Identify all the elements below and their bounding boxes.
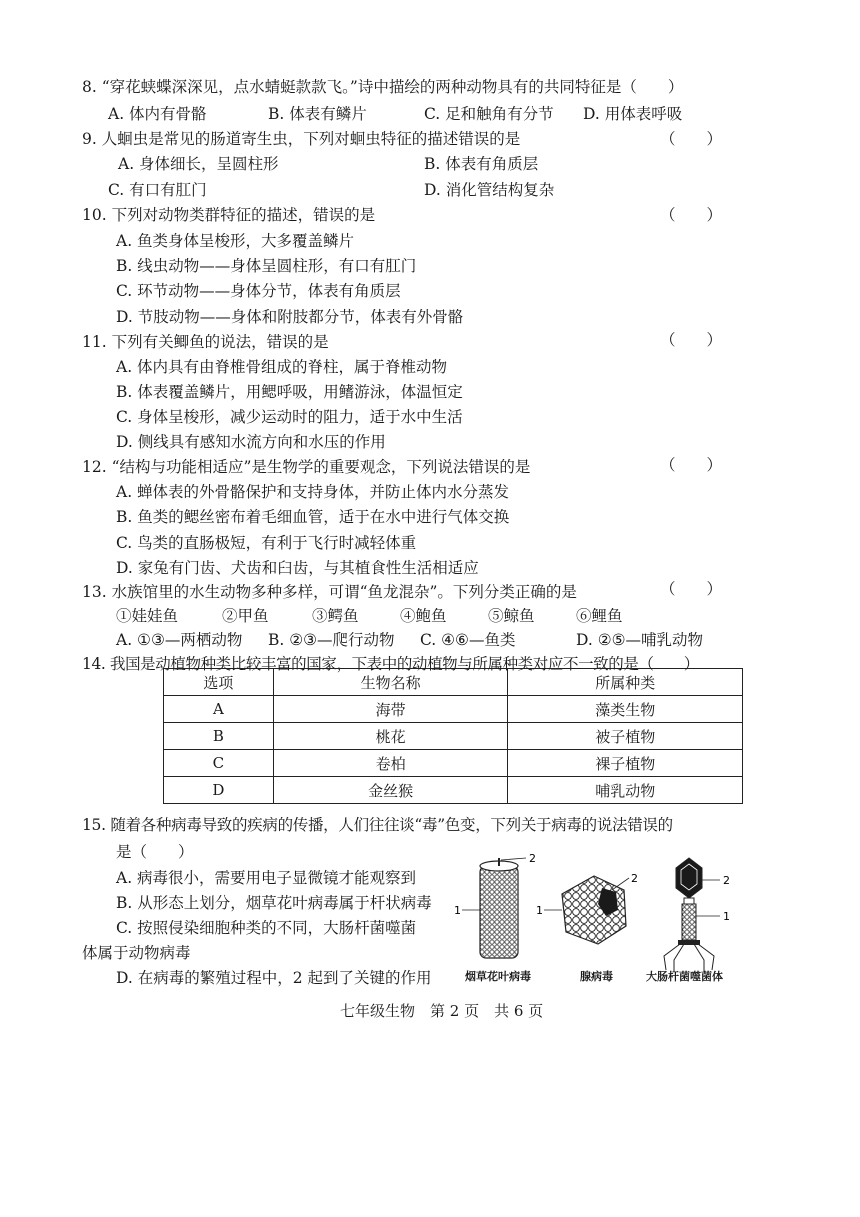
q8-option-a: A. 体内有骨骼 <box>108 105 207 123</box>
q11-option-c: C. 身体呈梭形，减少运动时的阻力，适于水中生活 <box>116 408 463 426</box>
q12-option-c: C. 鸟类的直肠极短，有利于飞行时减轻体重 <box>116 534 417 552</box>
q11-stem: 11. 下列有关鲫鱼的说法，错误的是 <box>82 333 329 351</box>
q13-item-4: ④鲍鱼 <box>400 607 447 625</box>
table-cell: 哺乳动物 <box>508 777 743 804</box>
figure-number-2: 2 <box>723 874 730 887</box>
q15-stem: 15. 随着各种病毒导致的疾病的传播，人们往往谈“毒”色变，下列关于病毒的说法错误的 <box>82 816 673 834</box>
q15-option-c: C. 按照侵染细胞种类的不同，大肠杆菌噬菌 <box>116 919 417 937</box>
q15-option-a: A. 病毒很小，需要用电子显微镜才能观察到 <box>116 869 417 887</box>
figure-number-1: 1 <box>723 910 730 923</box>
q10-answer-bracket: （ ） <box>660 206 723 224</box>
virus-figure <box>452 852 742 982</box>
q10-option-b: B. 线虫动物——身体呈圆柱形，有口有肛门 <box>116 257 417 275</box>
figure-number-2: 2 <box>529 852 536 865</box>
q9-stem: 9. 人蛔虫是常见的肠道寄生虫，下列对蛔虫特征的描述错误的是 <box>82 130 521 148</box>
q11-answer-bracket: （ ） <box>660 331 723 349</box>
figure-label-adenovirus: 腺病毒 <box>580 970 613 983</box>
table-row <box>164 723 743 750</box>
q13-stem: 13. 水族馆里的水生动物多种多样，可谓“鱼龙混杂”。下列分类正确的是 <box>82 583 577 601</box>
table-cell: 金丝猴 <box>273 777 508 804</box>
figure-label-tobacco-mosaic-virus: 烟草花叶病毒 <box>465 970 531 983</box>
q13-item-6: ⑥鲤鱼 <box>576 607 623 625</box>
table-cell: C <box>164 750 274 777</box>
table-cell: 海带 <box>273 696 508 723</box>
table-cell: D <box>164 777 274 804</box>
q13-item-3: ③鳄鱼 <box>312 607 359 625</box>
q13-option-b: B. ②③—爬行动物 <box>268 631 395 649</box>
q9-option-d: D. 消化管结构复杂 <box>424 181 555 199</box>
table-header: 选项 <box>164 669 274 696</box>
q10-option-d: D. 节肢动物——身体和附肢都分节，体表有外骨骼 <box>116 308 464 326</box>
table-cell: A <box>164 696 274 723</box>
page-footer: 七年级生物 第 2 页 共 6 页 <box>340 1002 544 1020</box>
table-header-row <box>164 669 743 696</box>
q10-option-a: A. 鱼类身体呈梭形，大多覆盖鳞片 <box>116 232 355 250</box>
q9-answer-bracket: （ ） <box>660 130 723 148</box>
q13-answer-bracket: （ ） <box>660 580 723 598</box>
classification-table <box>163 668 743 804</box>
q11-option-b: B. 体表覆盖鳞片，用鳃呼吸，用鳍游泳，体温恒定 <box>116 383 463 401</box>
q9-option-a: A. 身体细长，呈圆柱形 <box>118 155 279 173</box>
q13-option-c: C. ④⑥—鱼类 <box>420 631 516 649</box>
q15-option-d: D. 在病毒的繁殖过程中，2 起到了关键的作用 <box>116 969 432 987</box>
q9-option-c: C. 有口有肛门 <box>108 181 207 199</box>
table-header: 生物名称 <box>273 669 508 696</box>
q12-option-a: A. 蝉体表的外骨骼保护和支持身体，并防止体内水分蒸发 <box>116 483 510 501</box>
q12-option-b: B. 鱼类的鳃丝密布着毛细血管，适于在水中进行气体交换 <box>116 508 510 526</box>
q10-option-c: C. 环节动物——身体分节，体表有角质层 <box>116 282 401 300</box>
q13-item-1: ①娃娃鱼 <box>116 607 179 625</box>
figure-label-bacteriophage: 大肠杆菌噬菌体 <box>646 970 723 983</box>
table-cell: B <box>164 723 274 750</box>
q11-option-d: D. 侧线具有感知水流方向和水压的作用 <box>116 433 386 451</box>
q13-item-2: ②甲鱼 <box>222 607 269 625</box>
q13-option-d: D. ②⑤—哺乳动物 <box>576 631 704 649</box>
table-cell: 卷柏 <box>273 750 508 777</box>
table-cell: 裸子植物 <box>508 750 743 777</box>
table-row <box>164 696 743 723</box>
q13-item-5: ⑤鲸鱼 <box>488 607 535 625</box>
q8-option-d: D. 用体表呼吸 <box>583 105 683 123</box>
table-cell: 藻类生物 <box>508 696 743 723</box>
q12-option-d: D. 家兔有门齿、犬齿和臼齿，与其植食性生活相适应 <box>116 559 479 577</box>
bacteriophage-diagram <box>664 858 720 972</box>
q15-option-b: B. 从形态上划分，烟草花叶病毒属于杆状病毒 <box>116 894 432 912</box>
adenovirus-diagram <box>544 876 629 944</box>
q8-option-c: C. 足和触角有分节 <box>424 105 554 123</box>
table-row <box>164 750 743 777</box>
figure-number-1: 1 <box>536 904 543 917</box>
q12-stem: 12. “结构与功能相适应”是生物学的重要观念，下列说法错误的是 <box>82 458 531 476</box>
q15-stem-continued: 是（ ） <box>116 843 194 861</box>
figure-number-2: 2 <box>631 872 638 885</box>
table-row <box>164 777 743 804</box>
q15-option-c-continued: 体属于动物病毒 <box>82 944 191 962</box>
q14-stem: 14. 我国是动植物种类比较丰富的国家，下表中的动植物与所属种类对应不一致的是（ ） <box>82 655 699 673</box>
q12-answer-bracket: （ ） <box>660 456 723 474</box>
q9-option-b: B. 体表有角质层 <box>424 155 539 173</box>
figure-number-1: 1 <box>454 904 461 917</box>
q8-stem: 8. “穿花蛱蝶深深见，点水蜻蜓款款飞。”诗中描绘的两种动物具有的共同特征是（ ） <box>82 78 684 96</box>
table-cell: 被子植物 <box>508 723 743 750</box>
q11-option-a: A. 体内具有由脊椎骨组成的脊柱，属于脊椎动物 <box>116 358 448 376</box>
table-header: 所属种类 <box>508 669 743 696</box>
q8-option-b: B. 体表有鳞片 <box>268 105 367 123</box>
q10-stem: 10. 下列对动物类群特征的描述，错误的是 <box>82 206 376 224</box>
q13-option-a: A. ①③—两栖动物 <box>116 631 243 649</box>
tobacco-mosaic-virus-diagram <box>462 858 526 958</box>
table-cell: 桃花 <box>273 723 508 750</box>
